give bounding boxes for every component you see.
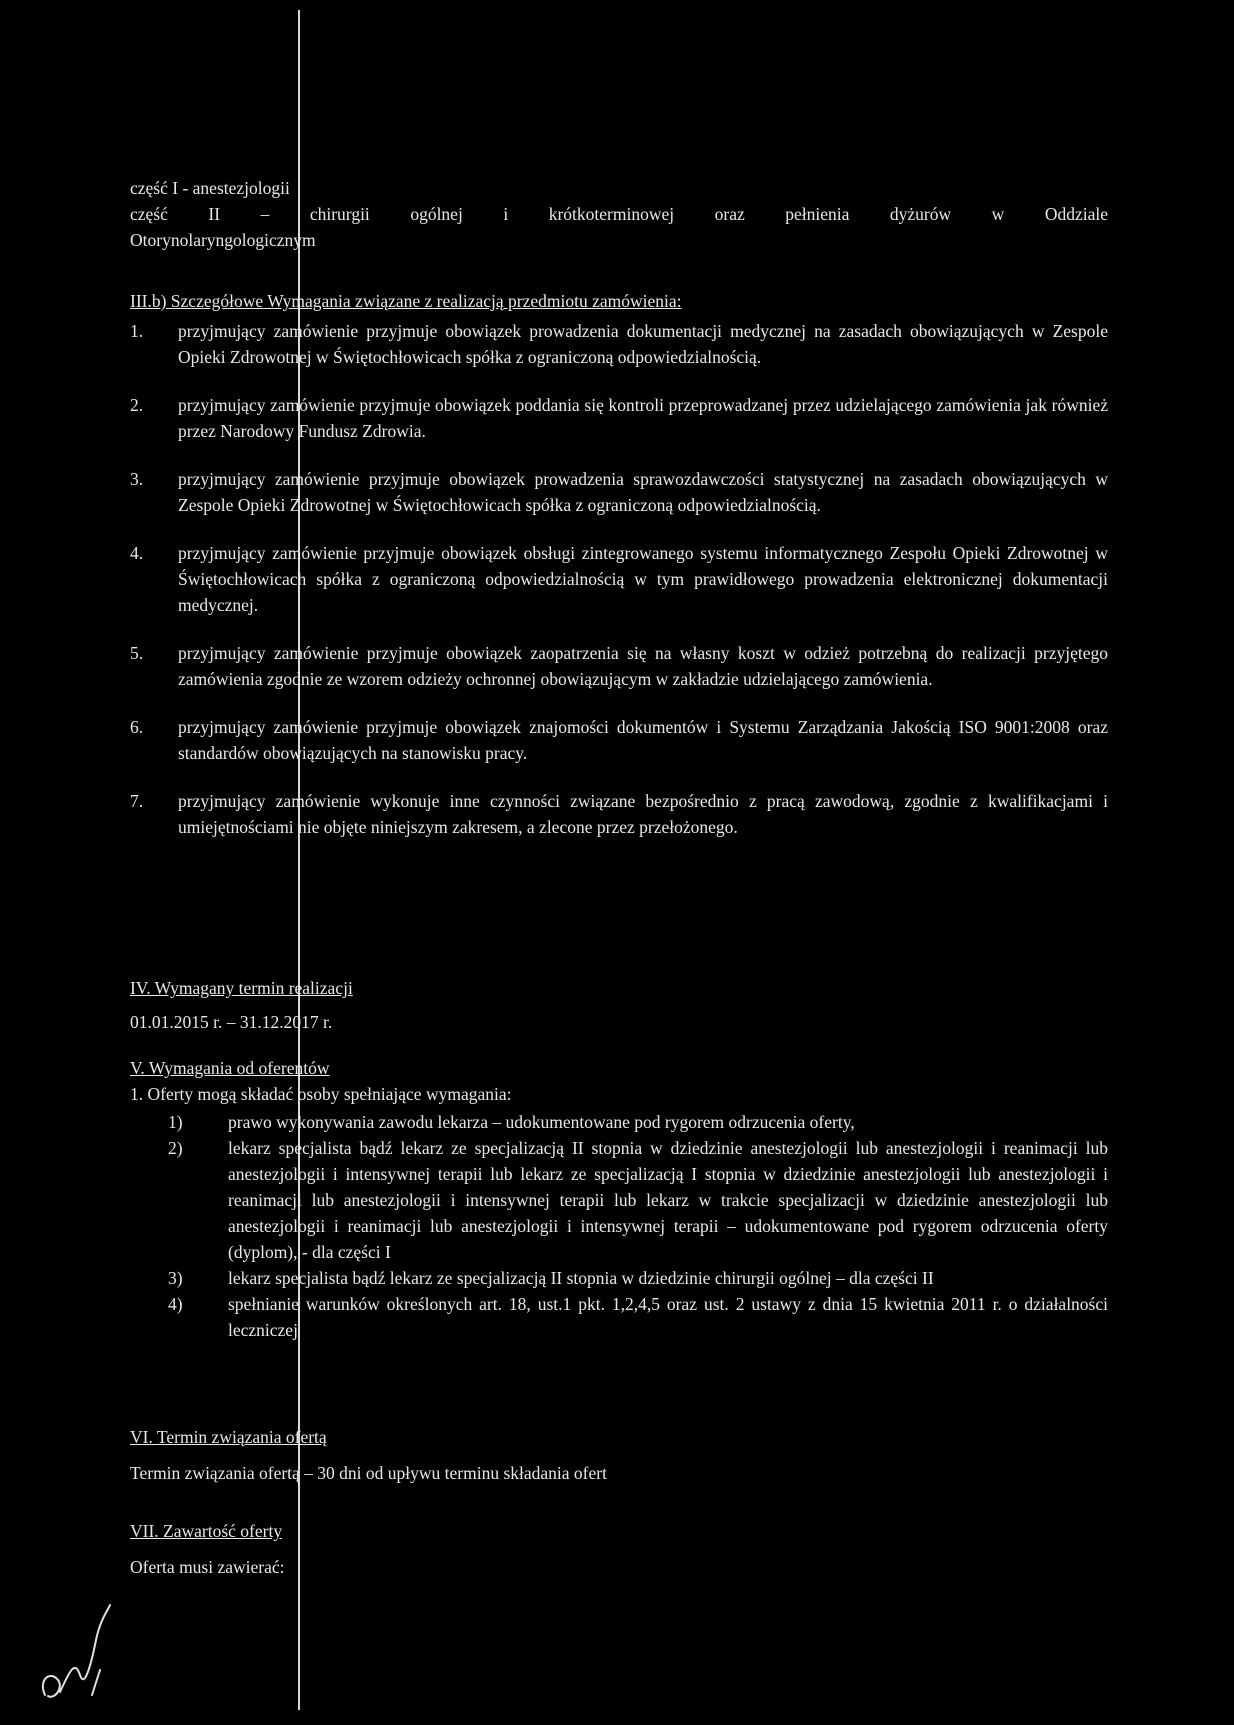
offer-content-value: Oferta musi zawierać: <box>130 1557 285 1577</box>
list-item <box>130 1135 1108 1265</box>
bidder-intro: 1. Oferty mogą składać osoby spełniające wymagania: <box>130 1084 512 1104</box>
section-bidder-requirements <box>130 1055 1108 1343</box>
item-text: przyjmujący zamówienie przyjmuje obowiązek prowadzenia sprawozdawczości statystycznej na zasadach obowiązujących w Zespole Opieki Zdrowotnej w Świętochłowicach spółka z ograniczoną odpowiedzialnością. <box>178 469 1108 515</box>
item-text: prawo wykonywania zawodu lekarza – udokumentowane pod rygorem odrzucenia oferty, <box>228 1112 855 1132</box>
item-number: 1. <box>130 321 144 341</box>
item-text: spełnianie warunków określonych art. 18, ust.1 pkt. 1,2,4,5 oraz ust. 2 ustawy z dnia 15 kwietnia 2011 r. o działalności leczniczej <box>228 1294 1108 1340</box>
list-item <box>130 540 1108 618</box>
intro-line-2: część II – chirurgii ogólnej i krótkoterminowej oraz pełnienia dyżurów w Oddziale <box>130 204 1108 224</box>
section-term <box>130 975 1108 1043</box>
item-text: przyjmujący zamówienie przyjmuje obowiązek zaopatrzenia się na własny koszt w odzież potrzebną do realizacji przyjętego zamówienia zgodnie ze wzorem odzieży ochronnej obowiązującym w zakładzie udzielającego zamówienia. <box>178 643 1108 689</box>
item-number: 6. <box>130 717 144 737</box>
list-item <box>130 640 1108 692</box>
intro-line-1: część I - anestezjologii <box>130 178 290 198</box>
list-item <box>130 1265 1108 1291</box>
list-item <box>130 392 1108 444</box>
handwritten-signature <box>30 1600 130 1710</box>
item-text: przyjmujący zamówienie wykonuje inne czynności związane bezpośrednio z pracą zawodową, zgodnie z kwalifikacjami i umiejętnościami nie objęte niniejszym zakresem, a zlecone przez przełożonego. <box>178 791 1108 837</box>
item-text: przyjmujący zamówienie przyjmuje obowiązek poddania się kontroli przeprowadzanej przez udzielającego zamówienia jak również przez Narodowy Fundusz Zdrowia. <box>178 395 1108 441</box>
section-requirements <box>130 288 1108 862</box>
item-number: 5. <box>130 643 144 663</box>
list-item <box>130 466 1108 518</box>
requirements-list <box>130 318 1108 840</box>
item-number: 4) <box>168 1294 183 1314</box>
intro-block <box>130 175 1108 253</box>
section-3-heading: III.b) Szczegółowe Wymagania związane z realizacją przedmiotu zamówienia: <box>130 291 682 311</box>
section-offer-content <box>130 1518 1108 1590</box>
item-number: 7. <box>130 791 144 811</box>
section-5-heading: V. Wymagania od oferentów <box>130 1058 330 1078</box>
binding-period-value: Termin związania ofertą – 30 dni od upływu terminu składania ofert <box>130 1463 607 1483</box>
item-number: 2. <box>130 395 144 415</box>
section-binding-period <box>130 1424 1108 1496</box>
item-text: przyjmujący zamówienie przyjmuje obowiązek prowadzenia dokumentacji medycznej na zasadach obowiązujących w Zespole Opieki Zdrowotnej w Świętochłowicach spółka z ograniczoną odpowiedzialnością. <box>178 321 1108 367</box>
item-number: 3) <box>168 1268 183 1288</box>
list-item <box>130 714 1108 766</box>
item-number: 2) <box>168 1138 183 1158</box>
item-text: lekarz specjalista bądź lekarz ze specjalizacją II stopnia w dziedzinie anestezjologii lub anestezjologii i reanimacji lub anestezjologii i intensywnej terapii lub lekarz ze specjalizacją I stopnia w dziedzinie anestezjologii lub anestezjologii i reanimacji lub anestezjologii i intensywnej terapii lub lekarz w trakcie specjalizacji w dziedzinie anestezjologii lub anestezjologii i reanimacji lub anestezjologii i intensywnej terapii – udokumentowane pod rygorem odrzucenia oferty (dyplom), - dla części I <box>228 1138 1108 1262</box>
list-item <box>130 318 1108 370</box>
list-item <box>130 788 1108 840</box>
item-number: 3. <box>130 469 144 489</box>
list-item <box>130 1109 1108 1135</box>
section-7-heading: VII. Zawartość oferty <box>130 1521 283 1541</box>
term-value: 01.01.2015 r. – 31.12.2017 r. <box>130 1012 333 1032</box>
section-6-heading: VI. Termin związania ofertą <box>130 1427 327 1447</box>
section-4-heading: IV. Wymagany termin realizacji <box>130 978 353 998</box>
item-text: przyjmujący zamówienie przyjmuje obowiązek znajomości dokumentów i Systemu Zarządzania Jakością ISO 9001:2008 oraz standardów obowiązujących na stanowisku pracy. <box>178 717 1108 763</box>
item-number: 4. <box>130 543 144 563</box>
intro-line-3: Otorynolaryngologicznym <box>130 230 316 250</box>
item-text: lekarz specjalista bądź lekarz ze specjalizacją II stopnia w dziedzinie chirurgii ogólnej – dla części II <box>228 1268 934 1288</box>
item-text: przyjmujący zamówienie przyjmuje obowiązek obsługi zintegrowanego systemu informatycznego Zespołu Opieki Zdrowotnej w Świętochłowicach spółka z ograniczoną odpowiedzialnością w tym prawidłowego prowadzenia elektronicznej dokumentacji medycznej. <box>178 543 1108 615</box>
list-item <box>130 1291 1108 1343</box>
conditions-list <box>130 1109 1108 1343</box>
item-number: 1) <box>168 1112 183 1132</box>
